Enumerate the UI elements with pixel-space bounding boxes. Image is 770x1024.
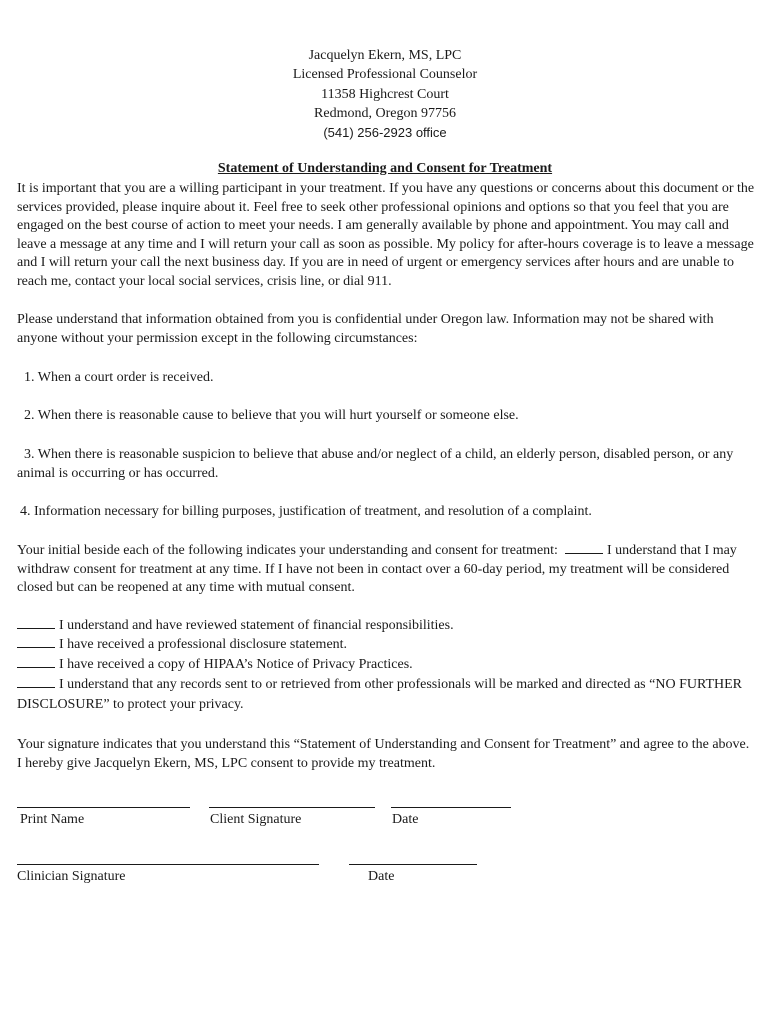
date-label-1: Date — [392, 812, 419, 827]
initial-item-3: I have received a professional disclosure statement. — [59, 637, 348, 652]
signature-statement: Your signature indicates that you understand this “Statement of Understanding and Consent for Treatment” and agree to the above. I hereby give Jacquelyn Ekern, MS, LPC consent to provide my treatment. — [17, 737, 750, 771]
client-signature-label: Client Signature — [210, 812, 302, 827]
initial-row-3 — [17, 635, 762, 654]
circumstance-2: 2. When there is reasonable cause to believe that you will hurt yourself or someone else. — [24, 408, 519, 423]
intro-paragraph: It is important that you are a willing participant in your treatment. If you have any questions or concerns about this document or the services provided, please inquire about it. Feel free to seek other professional opinions and options so that you feel that you are engaged on the best course of action to meet your needs. I am generally available by phone and appointment. You may call and leave a message at any time and I will return your call as soon as possible. My policy for after-hours coverage is to leave a message and I will return your call the next business day. If you are in need of urgent or emergency services after hours and are unable to reach me, contact your local social services, crisis line, or dial 911. — [17, 181, 755, 289]
initial-row-4 — [17, 655, 762, 674]
initial-field-5[interactable] — [17, 675, 55, 688]
initial-item-1: I understand that I may withdraw consent for treatment at any time. If I have not been in contact over a 60-day period, my treatment will be considered closed but can be reopened at any time with mutual consent. — [17, 543, 737, 596]
initial-field-2[interactable] — [17, 616, 55, 629]
date-line-2[interactable] — [349, 864, 477, 865]
letterhead — [0, 46, 770, 142]
clinician-signature-line[interactable] — [17, 864, 319, 865]
circumstance-4: 4. Information necessary for billing purposes, justification of treatment, and resolution of a complaint. — [20, 504, 592, 519]
document-title: Statement of Understanding and Consent for Treatment — [217, 161, 553, 176]
client-signature-line[interactable] — [209, 807, 375, 808]
initial-row-5 — [17, 675, 757, 714]
date-line-1[interactable] — [391, 807, 511, 808]
initials-intro-paragraph — [17, 541, 757, 598]
print-name-line[interactable] — [17, 807, 190, 808]
initial-item-4: I have received a copy of HIPAA’s Notice of Privacy Practices. — [59, 657, 413, 672]
counselor-name: Jacquelyn Ekern, MS, LPC — [308, 48, 462, 63]
initial-row-2 — [17, 616, 762, 635]
initial-item-2: I understand and have reviewed statement of financial responsibilities. — [59, 618, 454, 633]
circumstance-3: 3. When there is reasonable suspicion to believe that abuse and/or neglect of a child, an elderly person, disabled person, or any animal is occurring or has occurred. — [17, 447, 734, 481]
office-phone: (541) 256-2923 office — [323, 125, 447, 141]
circumstance-1: 1. When a court order is received. — [24, 370, 214, 385]
confidentiality-paragraph: Please understand that information obtained from you is confidential under Oregon law. Information may not be shared with anyone without your permission except in the following circumstances: — [17, 312, 714, 346]
initial-field-3[interactable] — [17, 635, 55, 648]
address-city: Redmond, Oregon 97756 — [314, 105, 456, 121]
address-street: 11358 Highcrest Court — [321, 86, 449, 102]
initial-field-4[interactable] — [17, 655, 55, 668]
counselor-role: Licensed Professional Counselor — [292, 67, 478, 83]
clinician-signature-label: Clinician Signature — [17, 869, 126, 884]
date-label-2: Date — [368, 869, 395, 884]
initial-item-5: I understand that any records sent to or retrieved from other professionals will be marked and directed as “NO FURTHER DISCLOSURE” to protect your privacy. — [17, 677, 743, 712]
initials-intro-text: Your initial beside each of the following indicates your understanding and consent for treatment: — [17, 543, 558, 558]
print-name-label: Print Name — [20, 812, 85, 827]
initial-field-1[interactable] — [565, 541, 603, 554]
